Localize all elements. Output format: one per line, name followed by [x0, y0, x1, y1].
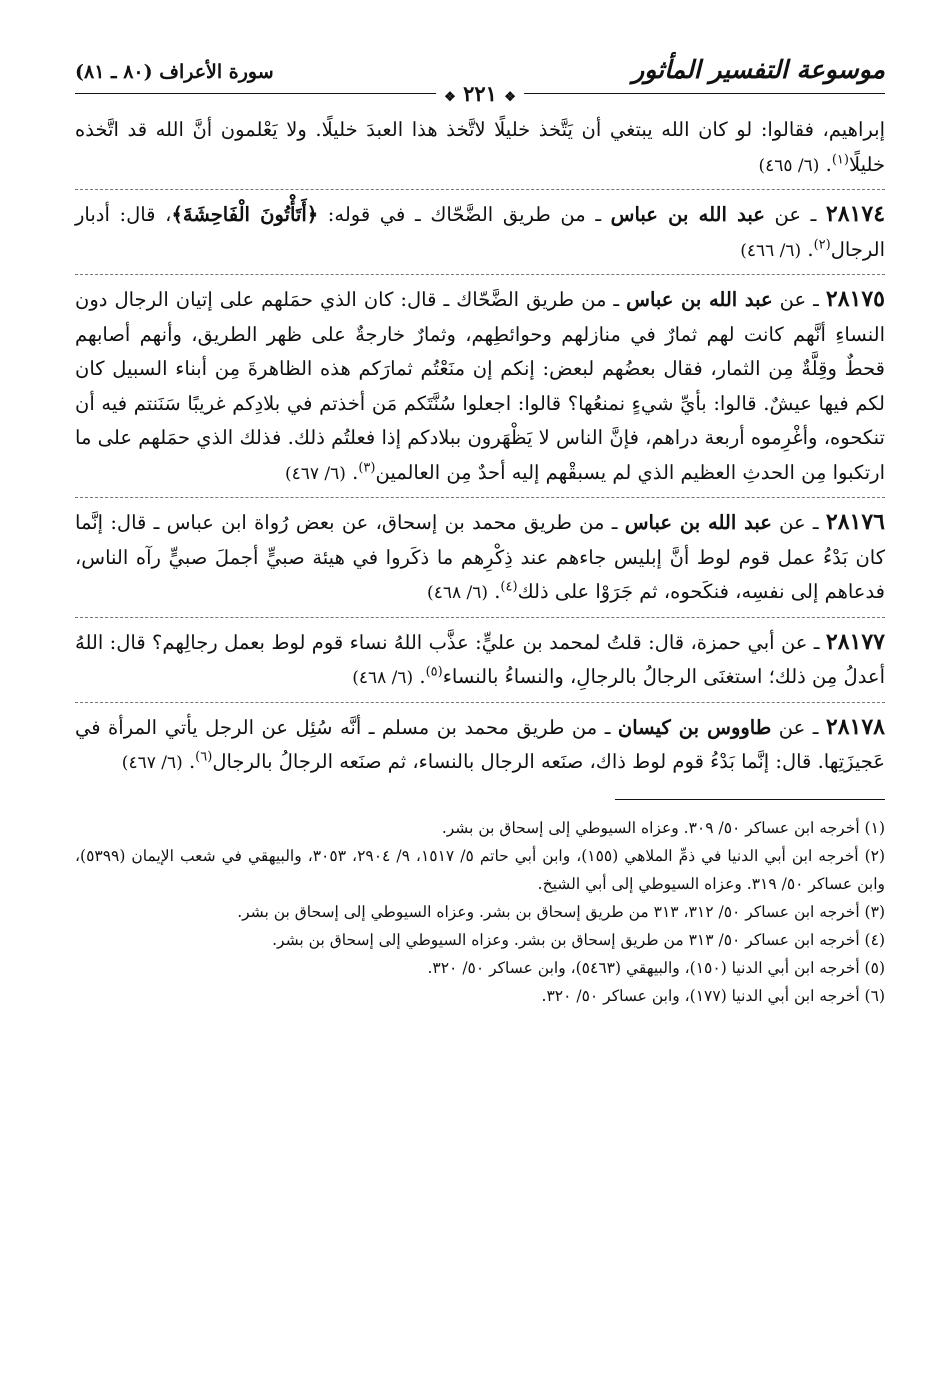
footnote: (٣) أخرجه ابن عساكر ٥٠/ ٣١٢، ٣١٣ من طريق إسحاق بن بشر. وعزاه السيوطي إلى إسحاق بن بشر.	[237, 902, 885, 921]
narration-28176: ٢٨١٧٦ ـ عن عبد الله بن عباس ـ من طريق محمد بن إسحاق، عن بعض رُواة ابن عباس ـ قال: إنَّما كان بَدْءُ عمل قوم لوط أنَّ إبليس جاءهم عند ذِكْرِهم ما ذكَروا في هيئة صبيٍّ أجملَ صبيٍّ رآه الناس، فدعاهم إلى نفسِه، فنكَحوه، ثم جَرَوْا على ذلك$^{(٤)}$. (٦/ ٤٦٨)	[75, 509, 885, 603]
footnote-marker: (٣)	[358, 460, 376, 475]
paragraph-text: ـ من طريق محمد بن إسحاق، عن بعض رُواة ابن عباس ـ قال: إنَّما كان بَدْءُ عمل قوم لوط أنَّ إبليس جاءهم عند ذِكْرِهم ما ذكَروا في هيئة صبيٍّ أجملَ صبيٍّ رآه الناس، فدعاهم إلى نفسِه، فنكَحوه، ثم جَرَوْا على ذلك	[75, 511, 885, 603]
footnotes-rule	[615, 799, 885, 800]
page-header	[75, 55, 885, 106]
footnote: (٢) أخرجه ابن أبي الدنيا في ذمِّ الملاهي (١٥٥)، وابن أبي حاتم ٥/ ١٥١٧، ٩/ ٢٩٠٤، ٣٠٥٣، والبيهقي في شعب الإيمان (٥٣٩٩)، وابن عساكر ٥٠/ ٣١٩. وعزاه السيوطي إلى أبي الشيخ.	[75, 846, 886, 893]
volume-page-ref: (٦/ ٤٦٧)	[284, 463, 346, 484]
volume-page-ref: (٦/ ٤٦٧)	[121, 753, 183, 773]
narration-28174: ٢٨١٧٤ ـ عن عبد الله بن عباس ـ من طريق الضَّحّاك ـ في قوله: ﴿أَتَأْتُونَ الْفَاحِشَةَ﴾، قال: أدبار الرجال$^{(٢)}$. (٦/ ٤٦٦)	[75, 201, 886, 261]
page-number: ٢٢١	[463, 81, 497, 106]
footnote: (٤) أخرجه ابن عساكر ٥٠/ ٣١٣ من طريق إسحاق بن بشر. وعزاه السيوطي إلى إسحاق بن بشر.	[272, 930, 885, 949]
paragraph-text: ـ من طريق الضَّحّاك ـ قال: كان الذي حمَلهم على إتيان الرجال دون النساءِ أنَّهم كانت لهم ثمارٌ في منازلهم وحوائطِهم، وثمارٌ خارجةٌ على ظهر الطريق، وأنهم أصابهم قحطٌ وقِلَّةٌ مِن الثمار، فقال بعضُهم لبعض: إنكم إن منَعْتُم ثمارَكم هذه الظاهرةَ مِن أبناء السبيل كان لكم فيها عيشٌ. قالوا: بأيِّ شيءٍ نمنعُها؟ قالوا: اجعلوا سُنَّتَكم مَن أخذتم في بلادِكم غريبًا سَنَنتم فيه أن تنكحوه، وأغْرِموه أربعة دراهم، فإنَّ الناس لا يَظْهَرون ببلادكم إذا فعلتُم ذلك. فذلك الذي حمَلهم على ما ارتكبوا مِن الحدثِ العظيم الذي لم يسبقْهم إليه أحدٌ مِن العالمين	[75, 288, 885, 484]
footnote-marker: (٦)	[195, 749, 213, 765]
volume-page-ref: (٦/ ٤٦٦)	[740, 240, 802, 261]
paragraph-text: ، قال: أدبار الرجال	[75, 203, 885, 261]
book-page	[75, 55, 885, 1345]
narration-number: ٢٨١٧٥	[825, 286, 885, 312]
ornament-icon: ❖	[444, 90, 456, 105]
narration-number: ٢٨١٧٨	[825, 713, 885, 740]
paragraph-separator	[75, 274, 885, 275]
narration-number: ٢٨١٧٧	[825, 628, 885, 655]
ornament-icon: ❖	[504, 90, 516, 105]
narration-prefix: ـ عن	[764, 203, 826, 226]
narration-28175: ٢٨١٧٥ ـ عن عبد الله بن عباس ـ من طريق الضَّحّاك ـ قال: كان الذي حمَلهم على إتيان الرجال دون النساءِ أنَّهم كانت لهم ثمارٌ في منازلهم وحوائطِهم، وثمارٌ خارجةٌ على ظهر الطريق، وأنهم أصابهم قحطٌ وقِلَّةٌ مِن الثمار، فقال بعضُهم لبعض: إنكم إن منَعْتُم ثمارَكم هذه الظاهرةَ مِن أبناء السبيل كان لكم فيها عيشٌ. قالوا: بأيِّ شيءٍ نمنعُها؟ قالوا: اجعلوا سُنَّتَكم مَن أخذتم في بلادِكم غريبًا سَنَنتم فيه أن تنكحوه، وأغْرِموه أربعة دراهم، فإنَّ الناس لا يَظْهَرون ببلادكم إذا فعلتُم ذلك. فذلك الذي حمَلهم على ما ارتكبوا مِن الحدثِ العظيم الذي لم يسبقْهم إليه أحدٌ مِن العالمين$^{(٣)}$. (٦/ ٤٦٧)	[75, 286, 885, 484]
volume-page-ref: (٦/ ٤٦٨)	[427, 583, 489, 603]
paragraph-text: ـ من طريق محمد بن مسلم ـ أنَّه سُئِل عن الرجل يأتي المرأة في عَجيزَتِها. قال: إنَّما بَدْءُ قوم لوط ذاك، صنَعه الرجال بالنساء، ثم صنَعه الرجالُ بالرجال	[75, 715, 885, 773]
paragraph-text: ـ عن أبي حمزة، قال: قلتُ لمحمد بن عليٍّ: عذَّب اللهُ نساء قوم لوط بعمل رجالِهم؟ قال: اللهُ أعدلُ مِن ذلك؛ استغنَى الرجالُ بالرجالِ، والنساءُ بالنساء	[75, 630, 885, 688]
narrator-name: عبد الله بن عباس	[624, 511, 772, 534]
volume-page-ref: (٦/ ٤٦٥)	[758, 155, 820, 176]
surah-reference: سورة الأعراف (٨٠ ـ ٨١)	[75, 61, 274, 83]
footnote: (١) أخرجه ابن عساكر ٥٠/ ٣٠٩. وعزاه السيوطي إلى إسحاق بن بشر.	[441, 818, 885, 837]
footnote-marker: (٥)	[425, 664, 443, 680]
narration-chain: ـ من طريق الضَّحّاك ـ في قوله:	[318, 203, 611, 226]
footnote-marker: (٢)	[813, 237, 831, 252]
book-title: موسوعة التفسير المأثور	[632, 55, 885, 84]
narrator-name: عبد الله بن عباس	[626, 288, 773, 311]
paragraph-separator	[75, 702, 885, 703]
paragraph-separator	[75, 497, 885, 498]
footnote: (٥) أخرجه ابن أبي الدنيا (١٥٠)، والبيهقي (٥٤٦٣)، وابن عساكر ٥٠/ ٣٢٠.	[427, 958, 885, 977]
paragraph-text: إبراهيم، فقالوا: لو كان الله يبتغي أن يَتَّخذ خليلًا لاتَّخذ هذا العبدَ خليلًا. ولا يَعْلمون أنَّ الله قد اتَّخذه خليلًا	[75, 118, 885, 176]
footnote-marker: (٤)	[500, 579, 518, 595]
narration-prefix: ـ عن	[772, 288, 826, 311]
quran-quote: ﴿أَتَأْتُونَ الْفَاحِشَةَ﴾	[171, 203, 319, 226]
footnote-marker: (١)	[831, 152, 849, 167]
narrator-name: طاووس بن كيسان	[617, 715, 772, 739]
narration-28177: ٢٨١٧٧ ـ عن أبي حمزة، قال: قلتُ لمحمد بن عليٍّ: عذَّب اللهُ نساء قوم لوط بعمل رجالِهم؟ قال: اللهُ أعدلُ مِن ذلك؛ استغنَى الرجالُ بالرجالِ، والنساءُ بالنساء$^{(٥)}$. (٦/ ٤٦٨)	[75, 628, 885, 688]
footnotes	[75, 814, 885, 1010]
page-number-box	[436, 81, 524, 106]
paragraph-separator	[75, 189, 885, 190]
narration-number: ٢٨١٧٤	[825, 201, 886, 227]
narration-prefix: ـ عن	[771, 715, 826, 739]
narration-prefix: ـ عن	[771, 511, 826, 534]
volume-page-ref: (٦/ ٤٦٨)	[352, 668, 414, 688]
narration-number: ٢٨١٧٦	[825, 509, 885, 535]
paragraph-continuation: إبراهيم، فقالوا: لو كان الله يبتغي أن يَتَّخذ خليلًا لاتَّخذ هذا العبدَ خليلًا. ولا يَعْلمون أنَّ الله قد اتَّخذه خليلًا$^{(١)}$. (٦/ ٤٦٥)	[75, 118, 885, 176]
main-text	[75, 113, 885, 1010]
footnote: (٦) أخرجه ابن أبي الدنيا (١٧٧)، وابن عساكر ٥٠/ ٣٢٠.	[541, 986, 885, 1005]
narrator-name: عبد الله بن عباس	[610, 203, 765, 226]
narration-28178: ٢٨١٧٨ ـ عن طاووس بن كيسان ـ من طريق محمد بن مسلم ـ أنَّه سُئِل عن الرجل يأتي المرأة في عَجيزَتِها. قال: إنَّما بَدْءُ قوم لوط ذاك، صنَعه الرجال بالنساء، ثم صنَعه الرجالُ بالرجال$^{(٦)}$. (٦/ ٤٦٧)	[75, 713, 885, 773]
paragraph-separator	[75, 617, 885, 618]
